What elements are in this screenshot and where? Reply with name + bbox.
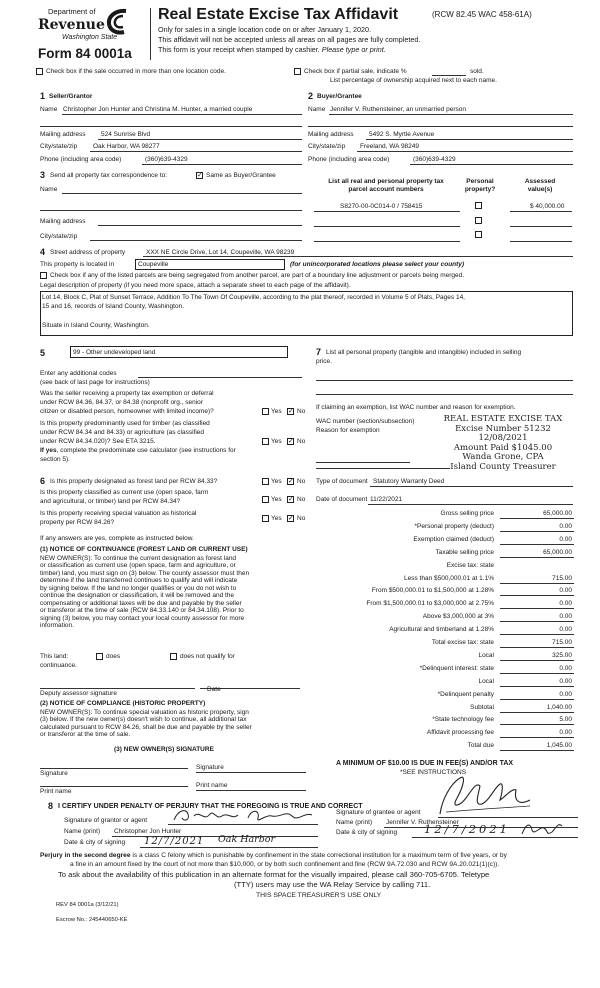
tax-row-label: From $500,000.01 to $1,500,000 at 1.28%	[371, 587, 494, 595]
grantee-date-line[interactable]	[412, 837, 578, 838]
stamp-line: Island County Treasurer	[450, 461, 556, 472]
historic-no-checkbox[interactable]: ✓	[288, 515, 294, 522]
multi-location-checkbox[interactable]	[36, 68, 43, 75]
treasurer-use-only: THIS SPACE TREASURER'S USE ONLY	[256, 892, 382, 899]
tax-row-line	[500, 724, 574, 725]
current-use-no-checkbox[interactable]: ✓	[288, 496, 294, 503]
tax-row-line	[500, 634, 574, 635]
personal-property-label-1: List all personal property (tangible and intangible) included in selling	[326, 349, 522, 356]
stamp-line: REAL ESTATE EXCISE TAX	[443, 414, 563, 424]
tax-row-value[interactable]: 0.00	[559, 600, 572, 608]
buyer-city-label: City/state/zip	[308, 143, 346, 150]
tax-row-line	[500, 608, 574, 609]
tax-row-value[interactable]: 65,000.00	[543, 548, 572, 556]
legal-description-label: Legal description of property (if you need more space, attach a separate sheet to each page of the affidavit).	[40, 282, 351, 289]
tax-row-label: Affidavit processing fee	[426, 729, 494, 737]
notice2-line: NEW OWNER(S): To continue special valuation as historic property, sign	[40, 709, 249, 716]
reason-exemption-label: Reason for exemption	[316, 427, 380, 434]
land-does-not-checkbox[interactable]	[170, 653, 177, 660]
partial-sold-label: sold.	[470, 68, 484, 75]
personal-col-header: Personal	[466, 178, 494, 185]
timber-question-4: If yes, complete the predominate use calculator (see instructions for	[40, 447, 236, 454]
additional-codes-line[interactable]	[138, 377, 302, 378]
tax-row-label: Excise tax: state	[446, 561, 494, 569]
see-instructions-note: *SEE INSTRUCTIONS	[400, 769, 467, 776]
seller-mailing-label: Mailing address	[40, 131, 86, 138]
signature-label-2: Signature	[196, 764, 224, 771]
tax-row-label: Exemption claimed (deduct)	[413, 535, 494, 543]
same-as-buyer-label: Same as Buyer/Grantee	[206, 172, 276, 179]
tax-row-value[interactable]: 0.00	[559, 613, 572, 621]
parcel-line-2[interactable]	[314, 226, 460, 227]
revenue-logo-text: Revenue	[38, 17, 105, 33]
street-address-line[interactable]	[143, 256, 573, 257]
seller-city-line[interactable]	[90, 151, 302, 152]
tax-row-label: *Delinquent interest: state	[419, 664, 494, 672]
stamp-line: Wanda Grone, CPA	[462, 452, 544, 463]
notice-continuance-body	[40, 555, 310, 630]
tax-row-value[interactable]: 0.00	[559, 664, 572, 672]
availability-line-1: To ask about the availability of this publication in an alternate format for the visually impaired, please call 360-705-6705. Teletype	[58, 870, 490, 879]
historic-question-1: Is this property receiving special valuation as historical	[40, 510, 197, 517]
buyer-mailing-line[interactable]	[366, 139, 573, 140]
notice-continuance-title: (1) NOTICE OF CONTINUANCE (FOREST LAND OR CURRENT USE)	[40, 546, 248, 553]
buyer-mailing-value: 5492 S. Myrtle Avenue	[369, 131, 435, 138]
section5-number: 5	[40, 348, 46, 358]
land-does-label: does	[106, 653, 121, 660]
notice-compliance-body	[40, 709, 310, 739]
tax-row-label: Total due	[467, 742, 494, 750]
wac-number-label: WAC number (section/subsection)	[316, 418, 415, 425]
parcel-line-3[interactable]	[314, 241, 460, 242]
tax-row-line	[500, 673, 574, 674]
form-title: Real Estate Excise Tax Affidavit	[158, 6, 399, 23]
timber-question-1: Is this property predominantly used for timber (as classified	[40, 420, 210, 427]
grantor-date-value: 12/7/2021	[144, 836, 205, 847]
tax-row-label: *Personal property (deduct)	[414, 522, 494, 530]
personal-property-checkbox-3[interactable]	[475, 231, 482, 238]
tax-row-value[interactable]: 0.00	[559, 677, 572, 685]
forest-yes-checkbox[interactable]	[262, 478, 269, 485]
revenue-logo-icon	[104, 8, 130, 36]
tax-row-value[interactable]: 325.00	[552, 651, 572, 659]
buyer-city-value: Freeland, WA 98249	[360, 143, 420, 150]
notice1-line: determine if the land transferred continues to qualify and will indicate	[40, 577, 238, 585]
notice2-line: or transferor at the time of sale.	[40, 731, 131, 739]
tax-row-label: Less than $500,000.01 at 1.1%	[404, 574, 494, 582]
tax-row-line	[500, 699, 574, 700]
historic-question-2: property per RCW 84.26?	[40, 519, 115, 526]
buyer-name-value: Jennifer V. Ruthensteiner, an unmarried person	[330, 106, 466, 113]
grantee-date-city-label: Date & city of signing	[336, 829, 398, 836]
located-in-label: This property is located in	[40, 261, 115, 268]
escrow-number: Escrow No.: 245440650-KE	[56, 917, 128, 923]
stamp-line: 12/08/2021	[478, 433, 528, 444]
same-as-buyer-checkbox[interactable]: ✓	[197, 172, 203, 179]
historic-no-label: No	[297, 515, 306, 522]
grantor-signature-image	[170, 806, 320, 826]
section3-mailing-line[interactable]	[98, 225, 302, 226]
land-does-not-label: does not qualify for	[180, 653, 235, 660]
deputy-signature-line[interactable]	[40, 688, 195, 689]
new-owner-signature-line-1[interactable]	[40, 768, 188, 769]
segregated-label: Check box if any of the listed parcels are being segregated from another parcel, are part of a boundary line adjustment or parcels being merged.	[50, 272, 465, 279]
seller-city-value: Oak Harbor, WA 98277	[93, 143, 160, 150]
seller-phone-value: (360)639-4329	[145, 156, 188, 163]
section3-name-label: Name	[40, 186, 58, 193]
print-name-label-2: Print name	[196, 782, 228, 789]
perjury-line-2: a fine in an amount fixed by the court of not more than $10,000, or by both such confinement and fine (RCW 9A.72.030 and RCW 9A.20.021(1)(c)).	[70, 861, 500, 868]
multi-location-label: Check box if the sale occurred in more than one location code.	[46, 68, 226, 75]
buyer-name-label: Name	[308, 106, 326, 113]
assessed-col-header-2: value(s)	[527, 186, 553, 193]
unincorporated-note: (for unincorporated locations please select your county)	[290, 261, 465, 268]
deputy-date-label: Date	[207, 686, 221, 693]
notice-compliance-title: (2) NOTICE OF COMPLIANCE (HISTORIC PROPERTY)	[40, 700, 206, 707]
header-note-3: This form is your receipt when stamped by cashier. Please type or print.	[158, 45, 386, 54]
tax-row-label: Total excise tax: state	[431, 639, 494, 646]
land-does-checkbox[interactable]	[96, 653, 103, 660]
document-type-value: Statutory Warranty Deed	[373, 478, 445, 485]
new-owner-print-line-1[interactable]	[40, 786, 188, 787]
grantor-date-line[interactable]	[140, 847, 318, 848]
new-owner-signature-heading: (3) NEW OWNER(S) SIGNATURE	[114, 746, 214, 753]
partial-sale-checkbox[interactable]	[294, 68, 301, 75]
personal-property-checkbox-1[interactable]	[475, 202, 482, 209]
section3-label: Send all property tax correspondence to:	[50, 172, 168, 179]
signature-label-1: Signature	[40, 770, 68, 777]
personal-property-line-2[interactable]	[316, 394, 573, 395]
notice2-line: (3) below. If the new owner(s) doesn't wish to continue, all additional tax	[40, 716, 247, 724]
seller-city-label: City/state/zip	[40, 143, 78, 150]
current-use-yes-checkbox[interactable]	[262, 496, 269, 503]
section3-number: 3	[40, 170, 46, 180]
stamp-line: Amount Paid $1045.00	[453, 442, 553, 453]
buyer-name-line-2	[308, 126, 573, 127]
timber-yes-label: Yes	[271, 438, 282, 445]
parcel-line-1[interactable]	[314, 211, 460, 212]
grantor-name-line[interactable]	[112, 836, 318, 837]
availability-line-2: (TTY) users may use the WA Relay Service by calling 711.	[234, 880, 431, 889]
assessed-line-1[interactable]	[510, 211, 572, 212]
grantor-name-value: Christopher Jon Hunter	[114, 828, 182, 835]
buyer-phone-value: (360)639-4329	[413, 156, 456, 163]
timber-yes-checkbox[interactable]	[262, 438, 269, 445]
seller-mailing-value: 524 Sunrise Blvd	[101, 131, 151, 138]
grantee-date-value: 12/7/2021	[424, 822, 510, 836]
tax-row-line	[500, 531, 574, 532]
notice2-line: calculated pursuant to RCW 84.26, shall be due and payable by the seller	[40, 723, 252, 731]
print-name-label-1: Print name	[40, 788, 72, 795]
parcel-col-header-2: parcel account numbers	[348, 186, 424, 193]
current-use-question-1: Is this property classified as current use (open space, farm	[40, 489, 209, 496]
minimum-due-note: A MINIMUM OF $10.00 IS DUE IN FEE(S) AND/OR TAX	[336, 760, 514, 767]
tax-row-value[interactable]: 65,000.00	[543, 510, 572, 517]
form-number: Form 84 0001a	[38, 46, 132, 61]
historic-yes-label: Yes	[271, 515, 282, 522]
section6-number: 6	[40, 476, 46, 486]
forest-no-checkbox[interactable]: ✓	[288, 478, 294, 485]
tax-row-line	[500, 595, 574, 596]
grantee-name-value: Jennifer V. Ruthensteiner	[386, 819, 459, 826]
buyer-phone-label: Phone (including area code)	[308, 156, 390, 163]
notice1-line: or classification as current use (open space, farm and agriculture, or	[40, 562, 236, 570]
section3-name-line[interactable]	[62, 193, 302, 194]
tax-row-value[interactable]: 0.00	[559, 522, 572, 530]
seller-heading: Seller/Grantor	[49, 93, 93, 100]
tax-row-label: *Delinquent penalty	[437, 690, 494, 698]
perjury-line-1: Perjury in the second degree is a class C felony which is punishable by confinement in the state correctional institution for a maximum term of five years, or by	[40, 852, 507, 859]
seller-name-line-2	[40, 126, 302, 127]
grantor-signature-label: Signature of grantor or agent	[64, 817, 148, 824]
tax-row-label: Agricultural and timberland at 1.28%	[389, 626, 494, 634]
assessed-line-3[interactable]	[510, 241, 572, 242]
personal-property-checkbox-2[interactable]	[475, 217, 482, 224]
exemption-question-1: Was the seller receiving a property tax exemption or deferral	[40, 390, 214, 397]
forest-question: Is this property designated as forest land per RCW 84.33?	[50, 478, 218, 485]
timber-no-checkbox[interactable]: ✓	[288, 438, 294, 445]
personal-property-line-1[interactable]	[316, 380, 573, 381]
notice1-line: signing (3) below, you may contact your local county assessor for more	[40, 614, 245, 622]
tax-row-value[interactable]: 0.00	[559, 690, 572, 698]
document-date-label: Date of document	[316, 496, 368, 503]
tax-row-value[interactable]: 0.00	[559, 587, 572, 595]
parcel-col-header: List all real and personal property tax	[328, 178, 444, 185]
section7-number: 7	[316, 347, 322, 357]
tax-row-value[interactable]: 715.00	[552, 574, 572, 582]
seller-name-line[interactable]	[62, 114, 302, 115]
exemption-question-2: under RCW 84.36, 84.37, or 84.38 (nonprofit org., senior	[40, 399, 203, 406]
grantor-date-city-label: Date & city of signing	[64, 839, 126, 846]
tax-row-value[interactable]: 0.00	[559, 729, 572, 737]
tax-row-value[interactable]: 1,040.00	[546, 703, 572, 711]
seller-name-value: Christopher Jon Hunter and Christina M. Hunter, a married couple	[63, 106, 253, 113]
parcel-number-1: S8270-00-0C014-0 / 758415	[340, 203, 423, 210]
tax-row-label: From $1,500,000.01 to $3,000,000 at 2.75%	[366, 600, 494, 608]
certify-statement: I CERTIFY UNDER PENALTY OF PERJURY THAT THE FOREGOING IS TRUE AND CORRECT	[58, 803, 363, 810]
tax-row-label: Above $3,000,000 at 3%	[422, 613, 494, 621]
tax-row-line	[500, 544, 574, 545]
any-yes-note: If any answers are yes, complete as instructed below.	[40, 535, 194, 542]
buyer-phone-line[interactable]	[410, 164, 573, 165]
tax-row-label: Gross selling price	[440, 510, 494, 517]
tax-row-line	[500, 557, 574, 558]
personal-property-label-2: price.	[316, 358, 332, 365]
seller-mailing-line[interactable]	[98, 139, 302, 140]
tax-row-label: *State technology fee	[432, 716, 494, 724]
notice1-line: by signing below. If the land no longer qualifies or you do not wish to	[40, 584, 237, 592]
grantee-signature-image	[420, 770, 580, 820]
street-address-label: Street address of property	[50, 249, 126, 256]
exemption-no-checkbox[interactable]: ✓	[288, 408, 294, 415]
treasurer-stamp	[428, 415, 578, 472]
new-owner-print-line-2[interactable]	[196, 790, 306, 791]
grantee-name-label: Name (print)	[336, 819, 373, 826]
section3-name-line-2	[40, 210, 302, 211]
street-address-value: XXX NE Circle Drive, Lot 14, Coupeville, WA 98239	[146, 249, 295, 256]
legal-description-line-3: Situate in Island County, Washington.	[42, 322, 150, 329]
tax-row-label: Subtotal	[470, 703, 494, 711]
tax-row-line	[500, 518, 574, 519]
notice1-line: NEW OWNER(S): To continue the current designation as forest land	[40, 555, 237, 562]
tax-row-line	[500, 647, 574, 648]
notice1-line: timber) land, you must sign on (3) below. The county assessor must then	[40, 569, 250, 577]
buyer-name-line[interactable]	[329, 114, 573, 115]
this-land-label: This land:	[40, 653, 69, 660]
notice1-line: continue the designation or classification, it will be removed and the	[40, 592, 235, 600]
legal-description-line-2: 15 and 16, records of Island County, Washington.	[42, 303, 185, 310]
tax-row-value[interactable]: 0.00	[559, 626, 572, 634]
exemption-yes-checkbox[interactable]	[262, 408, 269, 415]
tax-row-value[interactable]: 5.00	[559, 716, 572, 724]
tax-row-line	[500, 737, 574, 738]
tax-row-line	[500, 750, 574, 751]
wac-note: If claiming an exemption, list WAC number and reason for exemption.	[316, 404, 516, 411]
tax-row-label: Local	[478, 677, 494, 685]
additional-codes-sub: (see back of last page for instructions)	[40, 379, 150, 386]
seller-section-number: 1	[40, 91, 46, 101]
tax-row-value[interactable]: 715.00	[552, 639, 572, 646]
current-use-no-label: No	[297, 496, 306, 503]
grantee-signature-label: Signature of grantee or agent	[336, 809, 421, 816]
assessed-col-header: Assessed	[524, 178, 556, 185]
tax-row-value[interactable]: 1,045.00	[546, 742, 572, 750]
current-use-question-2: and agricultural, or timber) land per RCW 84.34?	[40, 498, 181, 505]
document-date-line[interactable]	[368, 504, 573, 505]
buyer-section-number: 2	[308, 91, 314, 101]
department-label: Department of	[48, 7, 96, 16]
assessed-line-2[interactable]	[510, 226, 572, 227]
tax-row-line	[500, 621, 574, 622]
grantor-city-value: Oak Harbor	[218, 834, 276, 845]
exemption-question-3: citizen or disabled person, homeowner with limited income)?	[40, 408, 214, 415]
current-use-yes-label: Yes	[271, 496, 282, 503]
tax-row-line	[500, 583, 574, 584]
segregated-checkbox[interactable]	[40, 272, 47, 279]
notice1-line: or transferor at the time of sale (RCW 84.33.140 or 84.34.108). Prior to	[40, 607, 244, 615]
personal-col-header-2: property?	[464, 186, 496, 193]
document-type-line[interactable]	[370, 486, 573, 487]
timber-question-5: section 5).	[40, 456, 70, 463]
location-code-value: Coupeville	[138, 261, 169, 268]
assessed-value-1: $ 40,000.00	[530, 203, 565, 210]
grantor-name-label: Name (print)	[64, 828, 101, 835]
tax-row-line	[500, 660, 574, 661]
tax-row-line	[500, 686, 574, 687]
timber-question-3: under RCW 84.34.020)? See ETA 3215.	[40, 438, 156, 445]
document-type-label: Type of document	[316, 478, 368, 485]
additional-codes-label: Enter any additional codes	[40, 370, 117, 377]
partial-sub-label: List percentage of ownership acquired next to each name.	[330, 77, 497, 84]
partial-percent-field[interactable]	[432, 75, 466, 76]
section8-number: 8	[48, 801, 54, 811]
stamp-line: Excise Number 51232	[455, 423, 551, 434]
section3-city-line[interactable]	[90, 240, 302, 241]
forest-yes-label: Yes	[271, 478, 282, 485]
timber-no-label: No	[297, 438, 306, 445]
document-date-value: 11/22/2021	[370, 496, 403, 503]
partial-sale-label: Check box if partial sale, indicate %	[304, 68, 407, 75]
exemption-no-label: No	[297, 408, 306, 415]
buyer-city-line[interactable]	[357, 151, 573, 152]
notice1-line: compensating or additional taxes will be due and payable by the seller	[40, 599, 242, 607]
header-note-1: Only for sales in a single location code on or after January 1, 2020.	[158, 25, 371, 34]
washington-state-label: Washington State	[62, 34, 118, 41]
continuance-label: continuance.	[40, 662, 77, 669]
section3-mailing-label: Mailing address	[40, 218, 86, 225]
form-rcw: (RCW 82.45 WAC 458-61A)	[432, 10, 532, 19]
land-use-value: 99 - Other undeveloped land	[73, 349, 156, 356]
tax-row-line	[500, 712, 574, 713]
historic-yes-checkbox[interactable]	[262, 515, 269, 522]
header-divider	[150, 8, 151, 60]
tax-row-label: Taxable selling price	[435, 548, 494, 556]
buyer-mailing-label: Mailing address	[308, 131, 354, 138]
legal-description-line-1: Lot 14, Block C, Plat of Sunset Terrace, Addition To The Town Of Coupeville, according to the plat thereof, recorded in Volume 5 of Plats, Pages 14,	[42, 294, 465, 301]
exemption-yes-label: Yes	[271, 408, 282, 415]
buyer-heading: Buyer/Grantee	[317, 93, 362, 100]
revision-number: REV 84 0001a (3/12/21)	[56, 902, 119, 908]
seller-name-label: Name	[40, 106, 58, 113]
deputy-signature-label: Deputy assessor signature	[40, 690, 117, 697]
reason-exemption-line[interactable]	[316, 462, 410, 463]
notice1-line: information.	[40, 622, 74, 630]
timber-question-2: under RCW 84.34 and 84.33) or agriculture (as classified	[40, 429, 205, 436]
tax-row-value[interactable]: 0.00	[559, 535, 572, 543]
forest-no-label: No	[297, 478, 306, 485]
section3-city-label: City/state/zip	[40, 233, 78, 240]
seller-phone-line[interactable]	[142, 164, 302, 165]
seller-phone-label: Phone (including area code)	[40, 156, 122, 163]
new-owner-signature-line-2[interactable]	[196, 772, 306, 773]
section4-number: 4	[40, 247, 46, 257]
header-note-2: This affidavit will not be accepted unless all areas on all pages are fully completed.	[158, 35, 421, 44]
tax-row-label: Local	[478, 651, 494, 659]
